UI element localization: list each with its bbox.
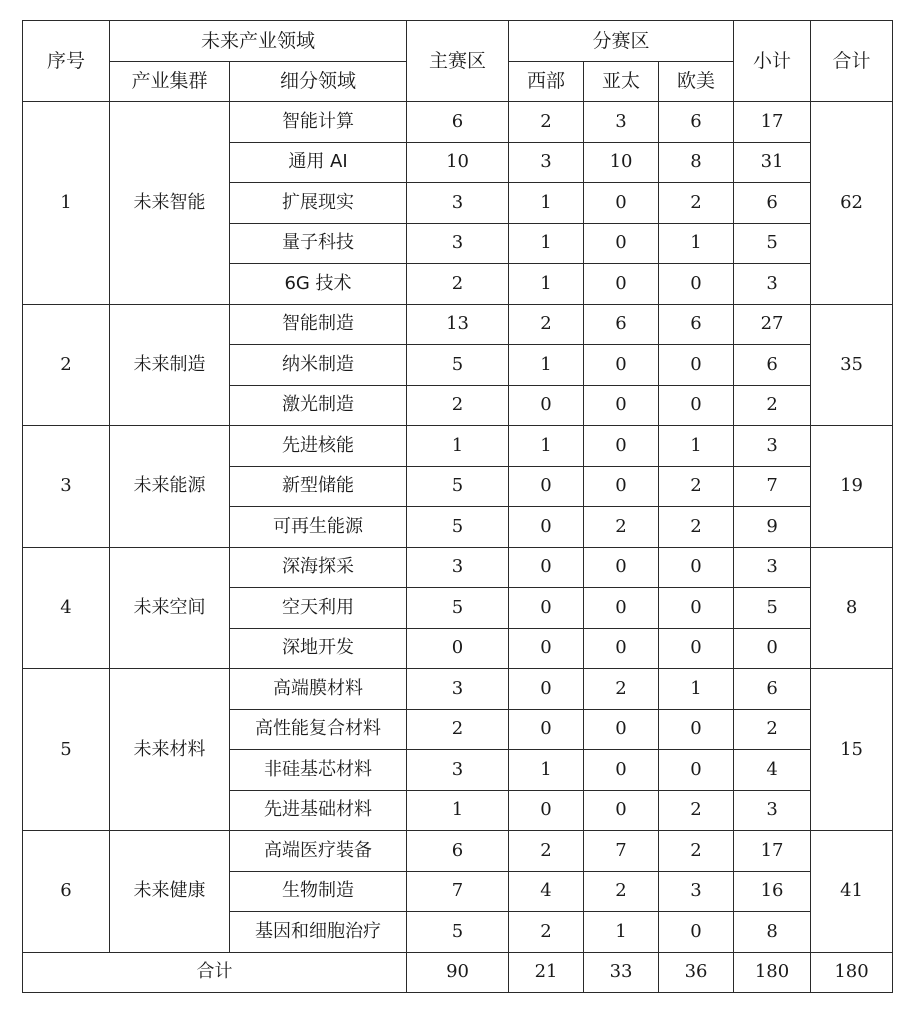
subtotal-cell: 17 [734,102,811,143]
apac-cell: 2 [584,507,659,548]
subfield-cell: 激光制造 [230,385,407,426]
group-seq: 2 [23,304,110,426]
subtotal-cell: 6 [734,345,811,386]
header-subtotal: 小计 [734,21,811,102]
subfield-cell: 基因和细胞治疗 [230,912,407,953]
header-west: 西部 [509,62,584,102]
group-total: 15 [811,669,893,831]
main-cell: 2 [407,264,509,305]
main-cell: 6 [407,831,509,872]
main-cell: 1 [407,790,509,831]
table-row [23,831,893,872]
subtotal-cell: 2 [734,385,811,426]
table-body [23,102,893,953]
total-west: 21 [509,952,584,992]
euam-cell: 2 [659,466,734,507]
group-total: 62 [811,102,893,305]
euam-cell: 0 [659,709,734,750]
euam-cell: 1 [659,223,734,264]
subfield-cell: 纳米制造 [230,345,407,386]
subfield-cell: 先进基础材料 [230,790,407,831]
subfield-cell: 新型储能 [230,466,407,507]
main-cell: 5 [407,912,509,953]
west-cell: 1 [509,345,584,386]
subtotal-cell: 0 [734,628,811,669]
group-seq: 5 [23,669,110,831]
header-field-group: 未来产业领域 [110,21,407,62]
main-cell: 5 [407,507,509,548]
apac-cell: 3 [584,102,659,143]
euam-cell: 6 [659,304,734,345]
subtotal-cell: 4 [734,750,811,791]
main-cell: 3 [407,183,509,224]
subfield-cell: 高端膜材料 [230,669,407,710]
subtotal-cell: 6 [734,669,811,710]
euam-cell: 0 [659,912,734,953]
west-cell: 1 [509,750,584,791]
apac-cell: 0 [584,223,659,264]
subtotal-cell: 8 [734,912,811,953]
west-cell: 4 [509,871,584,912]
group-cluster: 未来健康 [110,831,230,953]
subfield-cell: 非硅基芯材料 [230,750,407,791]
apac-cell: 6 [584,304,659,345]
west-cell: 0 [509,507,584,548]
table-row [23,426,893,467]
table-row [23,304,893,345]
west-cell: 0 [509,385,584,426]
apac-cell: 0 [584,264,659,305]
subfield-cell: 智能制造 [230,304,407,345]
header-total: 合计 [811,21,893,102]
group-total: 35 [811,304,893,426]
main-cell: 7 [407,871,509,912]
west-cell: 0 [509,790,584,831]
west-cell: 2 [509,912,584,953]
west-cell: 0 [509,669,584,710]
total-main: 90 [407,952,509,992]
west-cell: 2 [509,102,584,143]
header-apac: 亚太 [584,62,659,102]
main-cell: 1 [407,426,509,467]
subtotal-cell: 5 [734,588,811,629]
euam-cell: 1 [659,669,734,710]
west-cell: 2 [509,831,584,872]
subfield-cell: 通用 AI [230,142,407,183]
header-cluster: 产业集群 [110,62,230,102]
group-seq: 6 [23,831,110,953]
west-cell: 1 [509,183,584,224]
apac-cell: 0 [584,628,659,669]
header-main: 主赛区 [407,21,509,102]
main-cell: 2 [407,385,509,426]
main-cell: 5 [407,588,509,629]
euam-cell: 6 [659,102,734,143]
euam-cell: 2 [659,507,734,548]
header-seq: 序号 [23,21,110,102]
euam-cell: 3 [659,871,734,912]
group-cluster: 未来制造 [110,304,230,426]
west-cell: 0 [509,588,584,629]
subfield-cell: 量子科技 [230,223,407,264]
subtotal-cell: 27 [734,304,811,345]
subfield-cell: 6G 技术 [230,264,407,305]
apac-cell: 2 [584,669,659,710]
main-cell: 3 [407,750,509,791]
subfield-cell: 高性能复合材料 [230,709,407,750]
west-cell: 2 [509,304,584,345]
subtotal-cell: 2 [734,709,811,750]
west-cell: 0 [509,628,584,669]
apac-cell: 7 [584,831,659,872]
subtotal-cell: 9 [734,507,811,548]
apac-cell: 0 [584,709,659,750]
main-cell: 5 [407,345,509,386]
table-row [23,669,893,710]
subfield-cell: 高端医疗装备 [230,831,407,872]
total-grand: 180 [811,952,893,992]
total-euam: 36 [659,952,734,992]
euam-cell: 0 [659,628,734,669]
total-apac: 33 [584,952,659,992]
group-total: 8 [811,547,893,669]
euam-cell: 0 [659,547,734,588]
subfield-cell: 可再生能源 [230,507,407,548]
subfield-cell: 扩展现实 [230,183,407,224]
euam-cell: 1 [659,426,734,467]
apac-cell: 0 [584,345,659,386]
group-cluster: 未来能源 [110,426,230,548]
euam-cell: 0 [659,345,734,386]
main-cell: 0 [407,628,509,669]
subfield-cell: 先进核能 [230,426,407,467]
subfield-cell: 空天利用 [230,588,407,629]
subtotal-cell: 17 [734,831,811,872]
apac-cell: 1 [584,912,659,953]
group-seq: 1 [23,102,110,305]
total-row [23,952,893,992]
header-divisions: 分赛区 [509,21,734,62]
header-euam: 欧美 [659,62,734,102]
main-cell: 3 [407,223,509,264]
group-seq: 4 [23,547,110,669]
group-cluster: 未来空间 [110,547,230,669]
subtotal-cell: 3 [734,426,811,467]
west-cell: 1 [509,264,584,305]
total-label: 合计 [23,952,407,992]
group-total: 41 [811,831,893,953]
main-cell: 2 [407,709,509,750]
subtotal-cell: 31 [734,142,811,183]
subtotal-cell: 7 [734,466,811,507]
euam-cell: 0 [659,264,734,305]
euam-cell: 2 [659,183,734,224]
apac-cell: 0 [584,426,659,467]
total-subtotal: 180 [734,952,811,992]
main-cell: 5 [407,466,509,507]
euam-cell: 0 [659,750,734,791]
header-subfield: 细分领域 [230,62,407,102]
euam-cell: 2 [659,790,734,831]
apac-cell: 10 [584,142,659,183]
west-cell: 0 [509,547,584,588]
subtotal-cell: 3 [734,547,811,588]
group-cluster: 未来材料 [110,669,230,831]
west-cell: 0 [509,466,584,507]
table-row [23,102,893,143]
main-cell: 6 [407,102,509,143]
west-cell: 0 [509,709,584,750]
subfield-cell: 生物制造 [230,871,407,912]
main-cell: 10 [407,142,509,183]
euam-cell: 8 [659,142,734,183]
main-cell: 3 [407,547,509,588]
subtotal-cell: 3 [734,790,811,831]
subfield-cell: 深地开发 [230,628,407,669]
subtotal-cell: 6 [734,183,811,224]
group-cluster: 未来智能 [110,102,230,305]
group-total: 19 [811,426,893,548]
apac-cell: 0 [584,466,659,507]
competition-summary-table [22,20,893,993]
apac-cell: 0 [584,588,659,629]
apac-cell: 0 [584,385,659,426]
table-row [23,547,893,588]
subtotal-cell: 3 [734,264,811,305]
main-cell: 3 [407,669,509,710]
subfield-cell: 深海探采 [230,547,407,588]
west-cell: 1 [509,426,584,467]
euam-cell: 0 [659,588,734,629]
apac-cell: 0 [584,790,659,831]
main-cell: 13 [407,304,509,345]
apac-cell: 0 [584,750,659,791]
euam-cell: 2 [659,831,734,872]
west-cell: 3 [509,142,584,183]
subfield-cell: 智能计算 [230,102,407,143]
apac-cell: 2 [584,871,659,912]
apac-cell: 0 [584,183,659,224]
subtotal-cell: 16 [734,871,811,912]
euam-cell: 0 [659,385,734,426]
apac-cell: 0 [584,547,659,588]
west-cell: 1 [509,223,584,264]
group-seq: 3 [23,426,110,548]
subtotal-cell: 5 [734,223,811,264]
